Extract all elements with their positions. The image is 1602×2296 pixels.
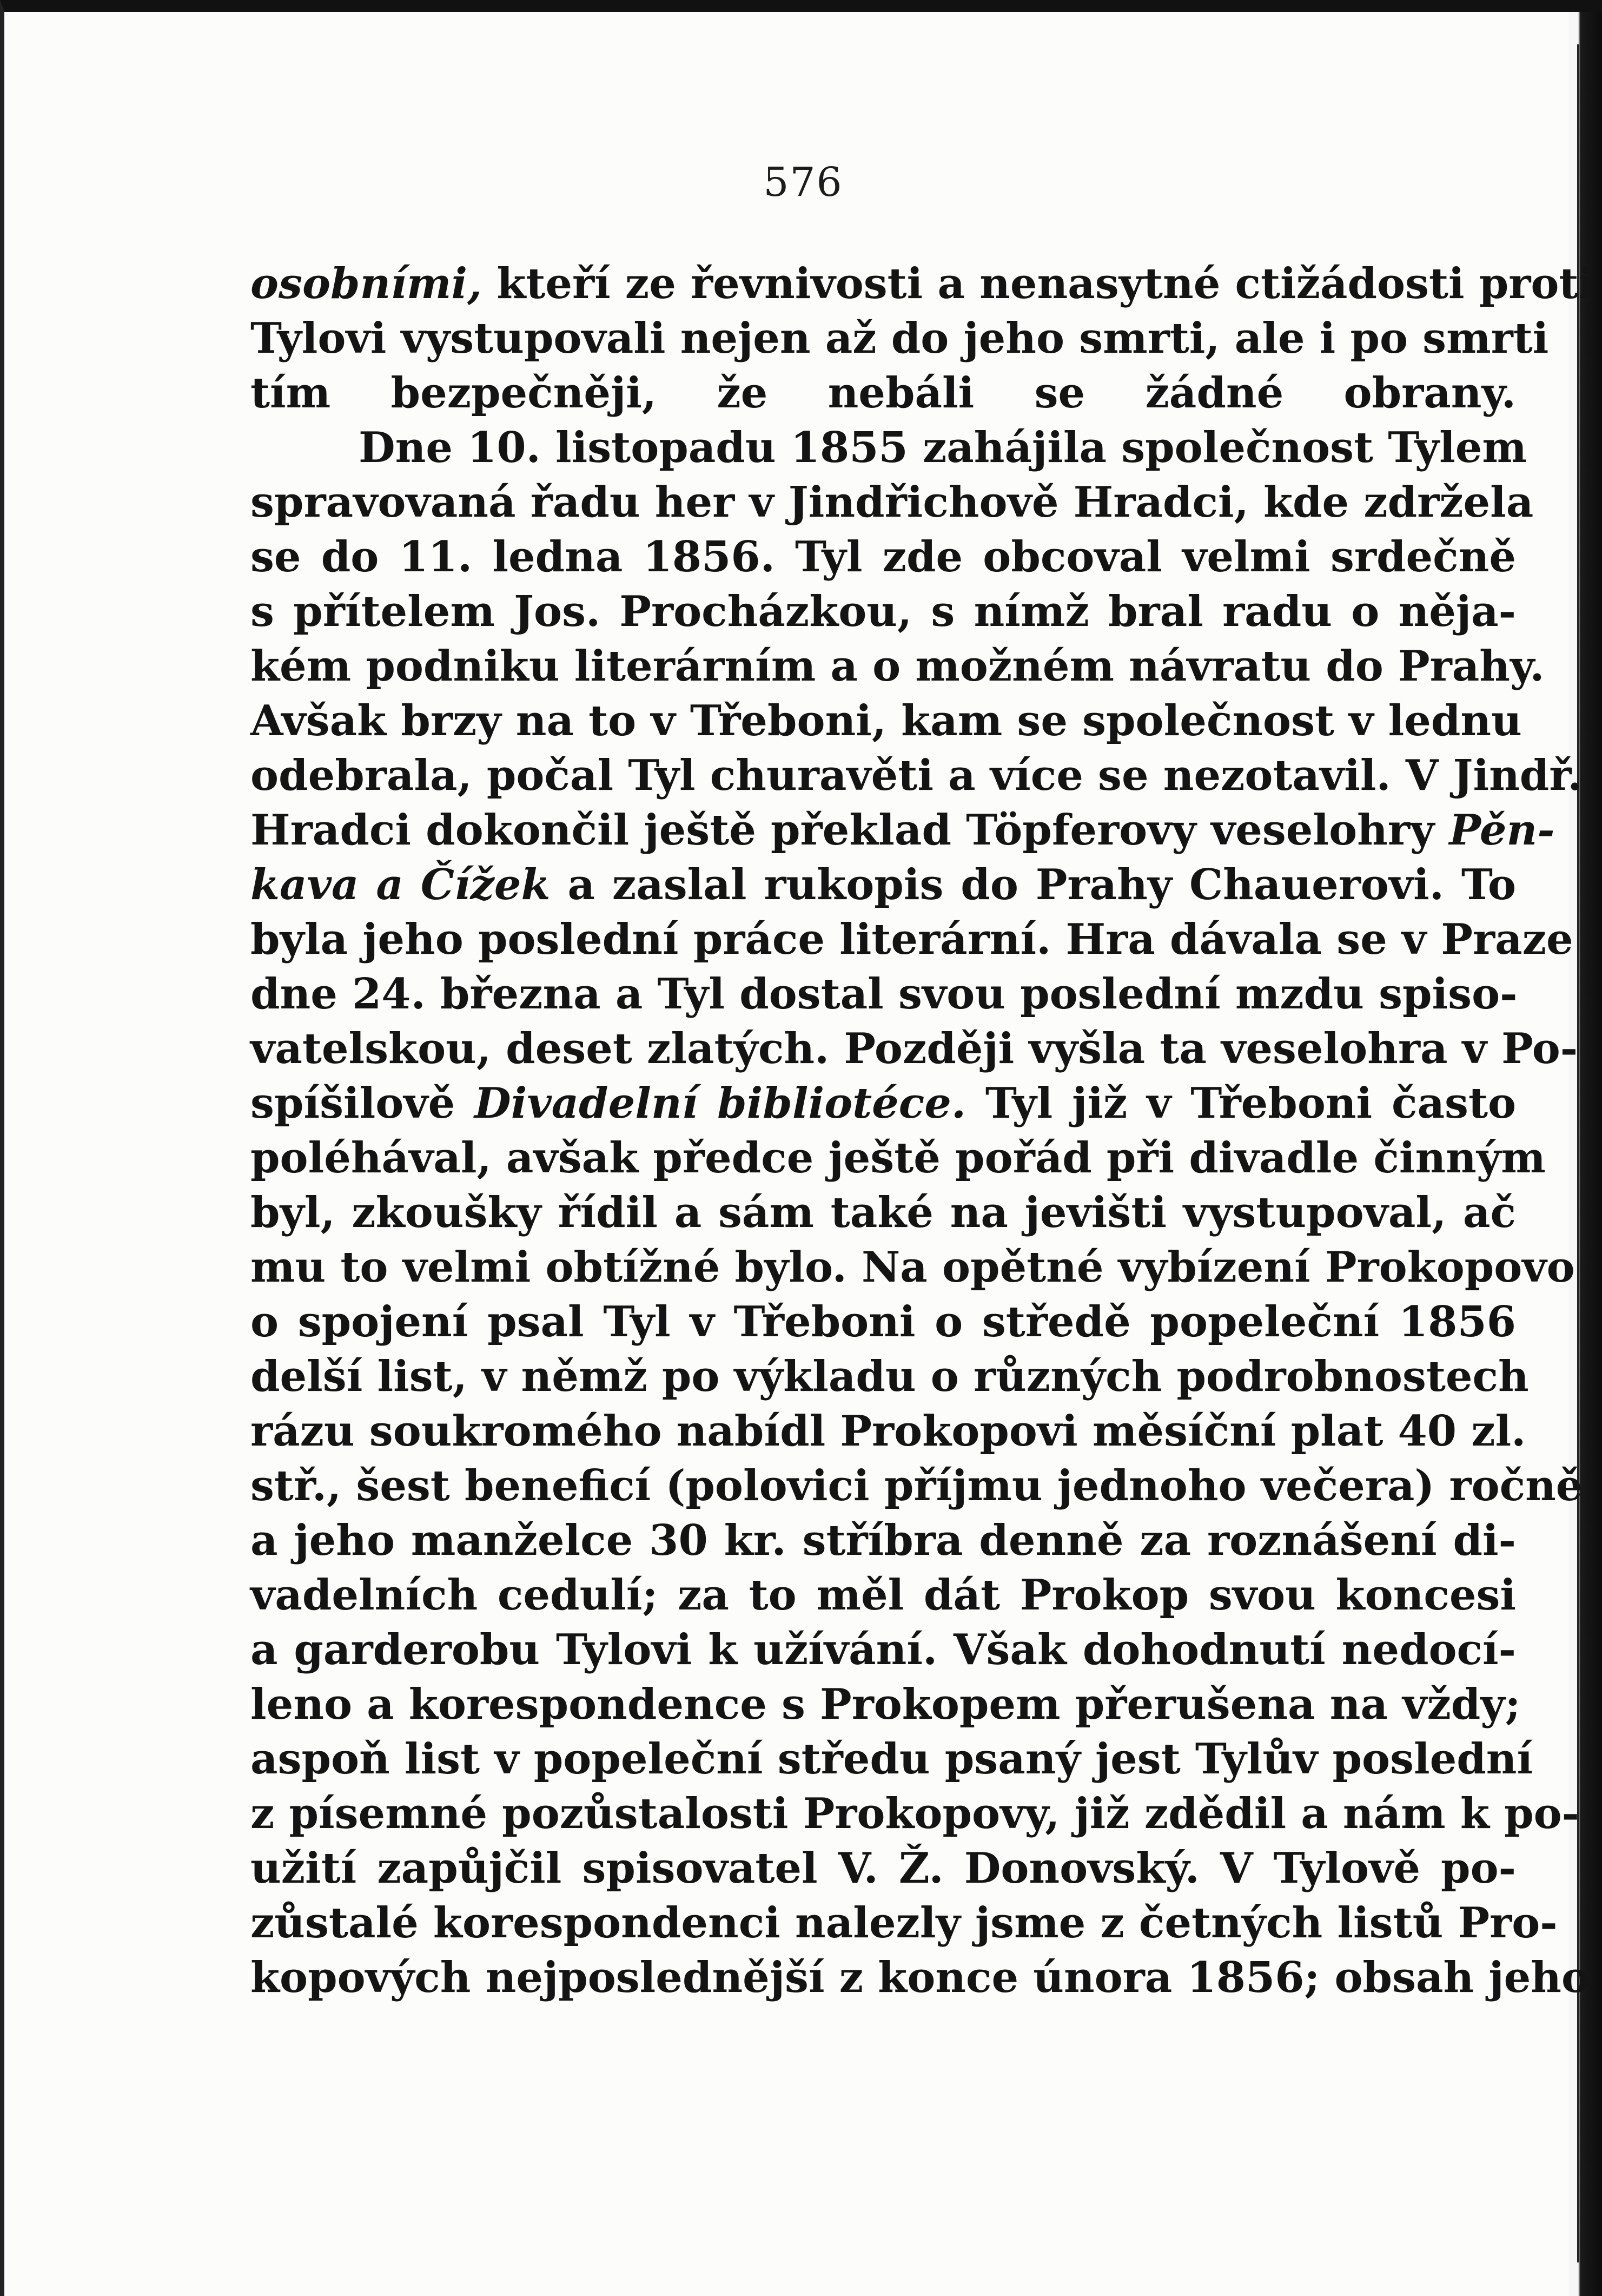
- text-segment: Hradci dokončil ještě překlad Töpferovy veselohry: [250, 806, 1449, 855]
- text-line: [250, 366, 1516, 420]
- text-line: [250, 1568, 1516, 1622]
- text-segment: dne 24. března a Tyl dostal svou poslední mzdu spiso-: [250, 969, 1518, 1019]
- text-line: [250, 1513, 1516, 1568]
- text-segment: spíšilově: [250, 1079, 475, 1128]
- text-segment: s přítelem Jos. Procházkou, s nímž bral radu o něja-: [250, 587, 1516, 636]
- text-line: [250, 1732, 1533, 1786]
- page-number: 576: [763, 159, 843, 206]
- text-segment: kopových nejposlednější z konce února 1856; obsah jeho: [250, 1953, 1590, 2002]
- text-line: [250, 256, 1595, 311]
- italic-title: osobními,: [250, 259, 482, 308]
- text-line: [250, 1677, 1521, 1732]
- text-line: [250, 1076, 1516, 1131]
- text-segment: užití zapůjčil spisovatel V. Ž. Donovský. V Tylově po-: [250, 1844, 1516, 1893]
- text-segment: z písemné pozůstalosti Prokopovy, již zdědil a nám k po-: [250, 1789, 1579, 1838]
- text-line: [250, 912, 1573, 967]
- text-line: [250, 1786, 1579, 1841]
- text-segment: o spojení psal Tyl v Třeboni o středě popeleční 1856: [250, 1297, 1516, 1347]
- text-segment: spravovaná řadu her v Jindřichově Hradci, kde zdržela: [250, 478, 1534, 527]
- text-segment: Dne 10. listopadu 1855 zahájila společnost Tylem: [359, 423, 1527, 472]
- text-segment: rázu soukromého nabídl Prokopovi měsíční plat 40 zl.: [250, 1407, 1526, 1456]
- text-line: [250, 420, 1527, 475]
- text-line: [250, 694, 1522, 748]
- body-text: [250, 256, 1595, 2005]
- text-segment: odebrala, počal Tyl churavěti a více se nezotavil. V Jindř.: [250, 751, 1583, 800]
- text-line: [250, 748, 1583, 803]
- text-segment: aspoň list v popeleční středu psaný jest Tylův poslední: [250, 1734, 1533, 1784]
- text-segment: Tylovi vystupovali nejen až do jeho smrti, ale i po smrti: [250, 314, 1549, 363]
- text-line: [250, 1896, 1558, 1950]
- text-line: [250, 803, 1555, 857]
- text-line: [250, 584, 1516, 639]
- text-segment: byl, zkoušky řídil a sám také na jevišti vystupoval, ač: [250, 1188, 1516, 1237]
- text-line: [250, 530, 1516, 584]
- text-segment: zůstalé korespondenci nalezly jsme z četných listů Pro-: [250, 1898, 1558, 1948]
- text-line: [250, 1950, 1590, 2005]
- text-segment: delší list, v němž po výkladu o různých podrobnostech: [250, 1352, 1529, 1401]
- text-line: [250, 639, 1545, 694]
- text-line: [250, 1131, 1546, 1185]
- text-segment: tím bezpečněji, že nebáli se žádné obrany.: [250, 368, 1516, 418]
- text-segment: a garderobu Tylovi k užívání. Však dohodnutí nedocí-: [250, 1625, 1516, 1674]
- text-segment: a zaslal rukopis do Prahy Chauerovi. To: [550, 860, 1516, 909]
- text-segment: se do 11. ledna 1856. Tyl zde obcoval velmi srdečně: [250, 532, 1516, 582]
- text-segment: kém podniku literárním a o možném návratu do Prahy.: [250, 642, 1545, 691]
- text-segment: mu to velmi obtížné bylo. Na opětné vybízení Prokopovo: [250, 1243, 1575, 1292]
- text-segment: Tyl již v Třeboni často: [966, 1079, 1516, 1128]
- italic-title: Divadelní bibliotéce.: [474, 1079, 967, 1128]
- text-line: [250, 1404, 1526, 1459]
- text-segment: Avšak brzy na to v Třeboni, kam se společnost v lednu: [250, 696, 1522, 745]
- text-line: [250, 1459, 1583, 1513]
- text-line: [250, 967, 1516, 1021]
- text-line: [250, 1295, 1516, 1349]
- text-line: [250, 311, 1549, 366]
- text-line: [250, 1185, 1516, 1240]
- text-segment: byla jeho poslední práce literární. Hra dávala se v Praze: [250, 915, 1573, 964]
- text-line: [250, 1622, 1516, 1677]
- text-line: [250, 475, 1534, 530]
- text-segment: kteří ze řevnivosti a nenasytné ctižádosti proti: [482, 259, 1595, 308]
- italic-title: Pěn-: [1449, 806, 1555, 855]
- text-segment: a jeho manželce 30 kr. stříbra denně za roznášení di-: [250, 1516, 1516, 1565]
- text-segment: poléhával, avšak předce ještě pořád při divadle činným: [250, 1133, 1546, 1183]
- text-line: [250, 857, 1516, 912]
- text-line: [250, 1841, 1516, 1896]
- text-segment: leno a korespondence s Prokopem přerušena na vždy;: [250, 1680, 1521, 1729]
- text-segment: vadelních cedulí; za to měl dát Prokop svou koncesi: [250, 1571, 1516, 1620]
- text-line: [250, 1349, 1529, 1404]
- text-line: [250, 1021, 1578, 1076]
- text-segment: vatelskou, deset zlatých. Později vyšla ta veselohra v Po-: [250, 1024, 1578, 1073]
- italic-title: kava a Čížek: [250, 860, 551, 909]
- page-edge-line: [1577, 44, 1579, 2262]
- text-line: [250, 1240, 1575, 1295]
- text-segment: stř., šest beneficí (polovici příjmu jednoho večera) ročně: [250, 1461, 1583, 1510]
